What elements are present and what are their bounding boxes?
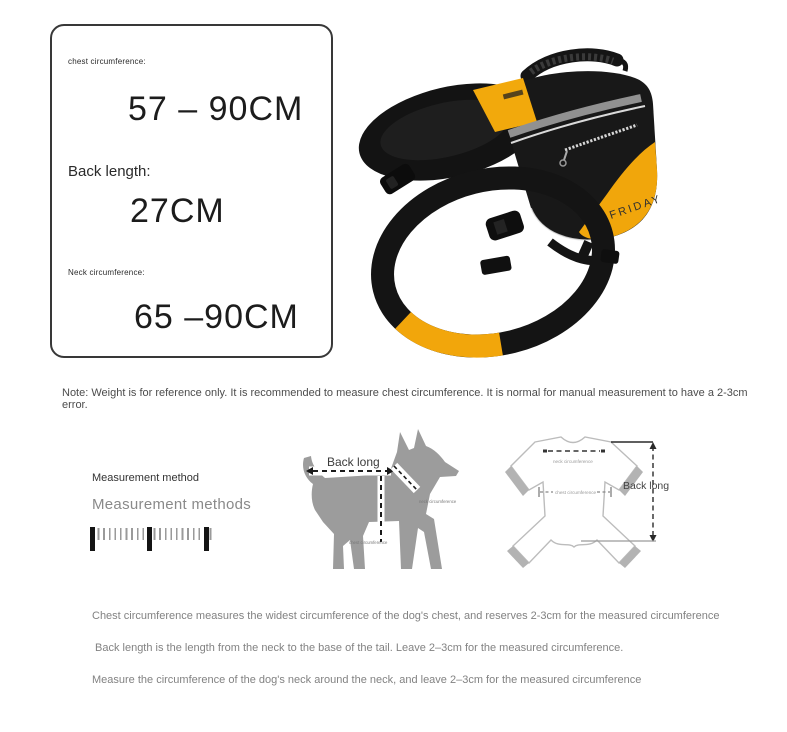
neck-circumference-value: 65 –90CM: [134, 298, 299, 336]
note-text: Note: Weight is for reference only. It is recommended to measure chest circumference. It is normal for manual measurement to have a 2-3cm error.: [62, 387, 748, 411]
ruler-thick-mark: [90, 527, 95, 551]
flat-harness-diagram: [503, 420, 671, 578]
product-photo-dog-harness: [345, 30, 787, 362]
back-length-label: Back length:: [68, 163, 151, 180]
chest-circumference-value: 57 – 90CM: [128, 90, 304, 128]
dog-neck-circumference-label: neck circumference: [419, 499, 457, 504]
ruler-icon: [90, 527, 216, 551]
dog-back-long-label: Back long: [327, 455, 380, 469]
chest-circumference-label: chest circumference:: [68, 57, 146, 66]
flat-chest-circumference-label: chest circumference: [555, 490, 597, 495]
flat-back-long-label: Back long: [623, 480, 670, 492]
dog-chest-circumference-label: chest circumference: [349, 540, 388, 545]
flat-harness-outline: [511, 437, 637, 563]
instruction-neck: Measure the circumference of the dog's neck around the neck, and leave 2–3cm for the measured circumference: [92, 674, 642, 686]
flat-neck-circumference-label: neck circumference: [553, 459, 593, 464]
brand-text: FRIDAY: [608, 192, 664, 222]
back-length-value: 27CM: [130, 192, 225, 230]
ruler-thick-mark: [147, 527, 152, 551]
instruction-back-length: Back length is the length from the neck to the base of the tail. Leave 2–3cm for the measured circumference.: [95, 642, 624, 654]
ruler-thin-marks: [92, 528, 214, 540]
size-info-box: [50, 24, 333, 358]
harness-strap-slide: [480, 255, 512, 275]
harness-buckle-mid: [484, 209, 525, 242]
dog-measurement-diagram: [293, 424, 473, 574]
measurement-method-heading: Measurement method: [92, 472, 199, 484]
neck-circumference-label: Neck circumference:: [68, 268, 145, 277]
ruler-thick-mark: [204, 527, 209, 551]
instruction-chest: Chest circumference measures the widest circumference of the dog's chest, and reserves 2-3cm for the measured circumference: [92, 610, 720, 622]
measurement-methods-subheading: Measurement methods: [92, 496, 252, 513]
